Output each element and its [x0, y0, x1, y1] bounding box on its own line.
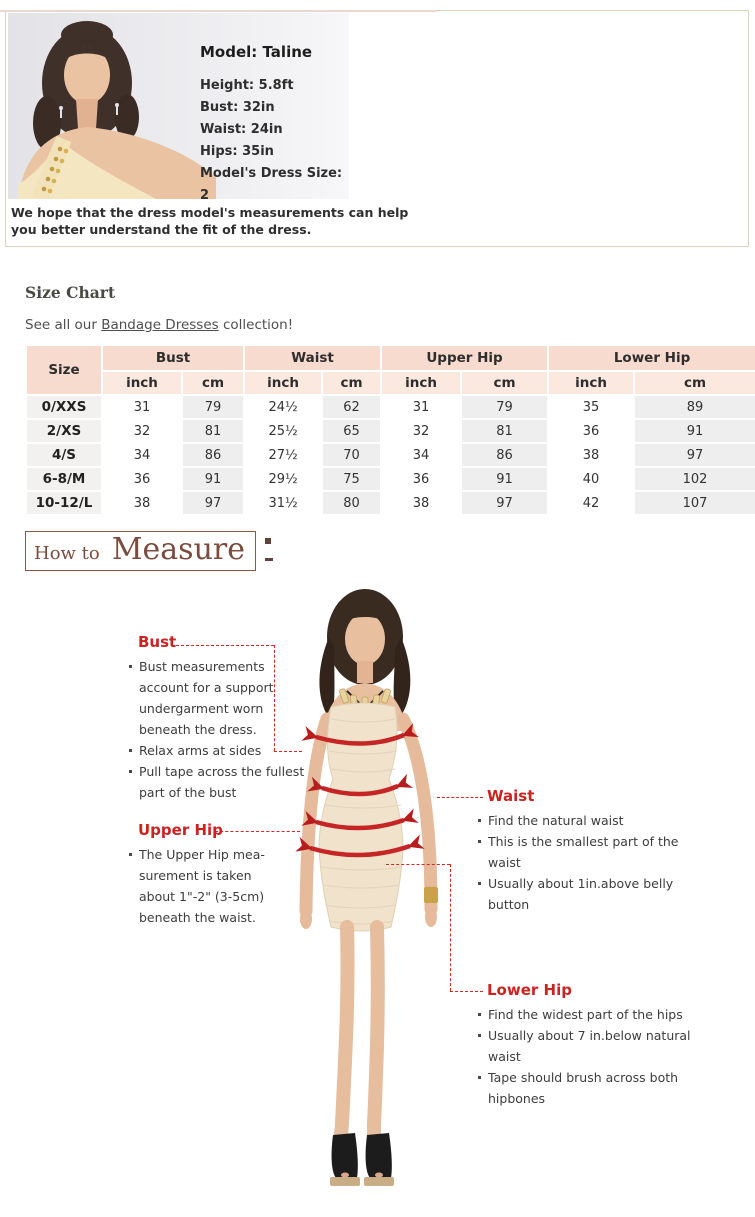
value-cell: 62	[323, 396, 380, 418]
value-cell: 25½	[245, 420, 321, 442]
size-chart-heading: Size Chart	[25, 283, 116, 302]
table-row	[27, 468, 755, 490]
value-cell: 36	[103, 468, 181, 490]
value-cell: 91	[462, 468, 547, 490]
value-cell: 38	[103, 492, 181, 514]
decorative-square	[265, 538, 271, 544]
value-cell: 91	[183, 468, 243, 490]
heading-how-to: How to	[34, 543, 100, 564]
value-cell: 79	[462, 396, 547, 418]
value-cell: 97	[183, 492, 243, 514]
model-height: Height: 5.8ft	[200, 78, 294, 93]
value-cell: 97	[462, 492, 547, 514]
waist-bullet-list	[477, 810, 709, 915]
waist-instructions	[477, 787, 709, 915]
value-cell: 36	[382, 468, 460, 490]
table-row	[27, 492, 755, 514]
value-cell: 80	[323, 492, 380, 514]
model-waist: Waist: 24in	[200, 122, 283, 137]
bullet-item: Usually about 7 in.below natural waist	[477, 1025, 717, 1067]
model-measurements-panel	[200, 43, 349, 199]
bullet-item: Usually about 1in.above belly button	[477, 873, 709, 915]
collection-line-suffix: collection!	[218, 317, 294, 333]
value-cell: 65	[323, 420, 380, 442]
model-bust: Bust: 32in	[200, 100, 275, 115]
value-cell: 24½	[245, 396, 321, 418]
value-cell: 32	[103, 420, 181, 442]
measure-model-illustration	[283, 579, 455, 1203]
upper-hip-label: Upper Hip	[138, 821, 223, 839]
lower-hip-connector-line	[386, 864, 450, 865]
value-cell: 31	[382, 396, 460, 418]
bullet-item: Find the widest part of the hips	[477, 1004, 717, 1025]
col-header-inch: inch	[103, 372, 181, 394]
value-cell: 31½	[245, 492, 321, 514]
model-name-title: Model: Taline	[200, 43, 313, 61]
bandage-dresses-link[interactable]: Bandage Dresses	[101, 317, 219, 333]
upper-hip-instructions	[128, 821, 286, 928]
how-to-measure-heading	[25, 531, 755, 571]
decorative-bar	[265, 558, 273, 561]
value-cell: 107	[635, 492, 755, 514]
collection-line-prefix: See all our	[25, 317, 102, 333]
value-cell: 70	[323, 444, 380, 466]
table-row	[27, 444, 755, 466]
value-cell: 38	[549, 444, 633, 466]
value-cell: 40	[549, 468, 633, 490]
value-cell: 91	[635, 420, 755, 442]
lower-hip-label: Lower Hip	[487, 981, 572, 999]
bullet-item: Relax arms at sides	[128, 740, 308, 761]
col-group-lower-hip: Lower Hip	[549, 346, 755, 370]
model-info-box	[5, 10, 749, 247]
value-cell: 42	[549, 492, 633, 514]
bullet-item: Pull tape across the fullest part of the bust	[128, 761, 308, 803]
bullet-item: Tape should brush across both hipbones	[477, 1067, 717, 1109]
lower-hip-bullet-list	[477, 1004, 717, 1109]
bust-instructions	[128, 633, 308, 803]
size-cell: 10-12/L	[27, 492, 101, 514]
lower-hip-connector-line	[450, 864, 451, 991]
value-cell: 32	[382, 420, 460, 442]
heading-measure: Measure	[111, 532, 245, 567]
value-cell: 81	[183, 420, 243, 442]
col-header-inch: inch	[549, 372, 633, 394]
measure-diagram	[0, 573, 755, 1217]
how-to-measure-heading-box	[25, 531, 256, 571]
value-cell: 38	[382, 492, 460, 514]
model-caption: We hope that the dress model's measurements can help you better understand the fit of the dress.	[11, 205, 409, 237]
bullet-item: Find the natural waist	[477, 810, 709, 831]
value-cell: 34	[103, 444, 181, 466]
size-chart-table	[25, 344, 755, 516]
value-cell: 75	[323, 468, 380, 490]
lower-hip-instructions	[477, 981, 717, 1109]
bust-bullet-list	[128, 656, 308, 803]
model-photo	[8, 13, 349, 199]
collection-line	[25, 317, 737, 333]
value-cell: 97	[635, 444, 755, 466]
upper-hip-bullet-list	[128, 844, 286, 928]
value-cell: 79	[183, 396, 243, 418]
col-header-inch: inch	[382, 372, 460, 394]
value-cell: 29½	[245, 468, 321, 490]
size-cell: 6-8/M	[27, 468, 101, 490]
col-header-cm: cm	[462, 372, 547, 394]
col-header-cm: cm	[183, 372, 243, 394]
value-cell: 86	[462, 444, 547, 466]
waist-label: Waist	[487, 787, 535, 805]
top-edge-artifact	[0, 10, 437, 12]
size-chart-section	[25, 283, 737, 516]
bullet-item: The Upper Hip mea-surement is taken about 1"-2" (3-5cm) beneath the waist.	[128, 844, 286, 928]
value-cell: 102	[635, 468, 755, 490]
col-group-upper-hip: Upper Hip	[382, 346, 547, 370]
heading-decoration	[265, 538, 273, 561]
size-cell: 4/S	[27, 444, 101, 466]
model-hips: Hips: 35in	[200, 144, 274, 159]
col-group-bust: Bust	[103, 346, 243, 370]
table-row	[27, 396, 755, 418]
size-cell: 2/XS	[27, 420, 101, 442]
col-group-waist: Waist	[245, 346, 380, 370]
value-cell: 81	[462, 420, 547, 442]
value-cell: 36	[549, 420, 633, 442]
value-cell: 31	[103, 396, 181, 418]
col-header-cm: cm	[635, 372, 755, 394]
value-cell: 89	[635, 396, 755, 418]
value-cell: 35	[549, 396, 633, 418]
col-header-cm: cm	[323, 372, 380, 394]
col-header-inch: inch	[245, 372, 321, 394]
value-cell: 86	[183, 444, 243, 466]
col-header-size: Size	[27, 346, 101, 394]
bullet-item: Bust measurements account for a support undergarment worn beneath the dress.	[128, 656, 308, 740]
bust-label: Bust	[138, 633, 177, 651]
size-cell: 0/XXS	[27, 396, 101, 418]
bullet-item: This is the smallest part of the waist	[477, 831, 709, 873]
table-row	[27, 420, 755, 442]
value-cell: 27½	[245, 444, 321, 466]
model-dress-size: Model's Dress Size: 2	[200, 166, 343, 199]
value-cell: 34	[382, 444, 460, 466]
